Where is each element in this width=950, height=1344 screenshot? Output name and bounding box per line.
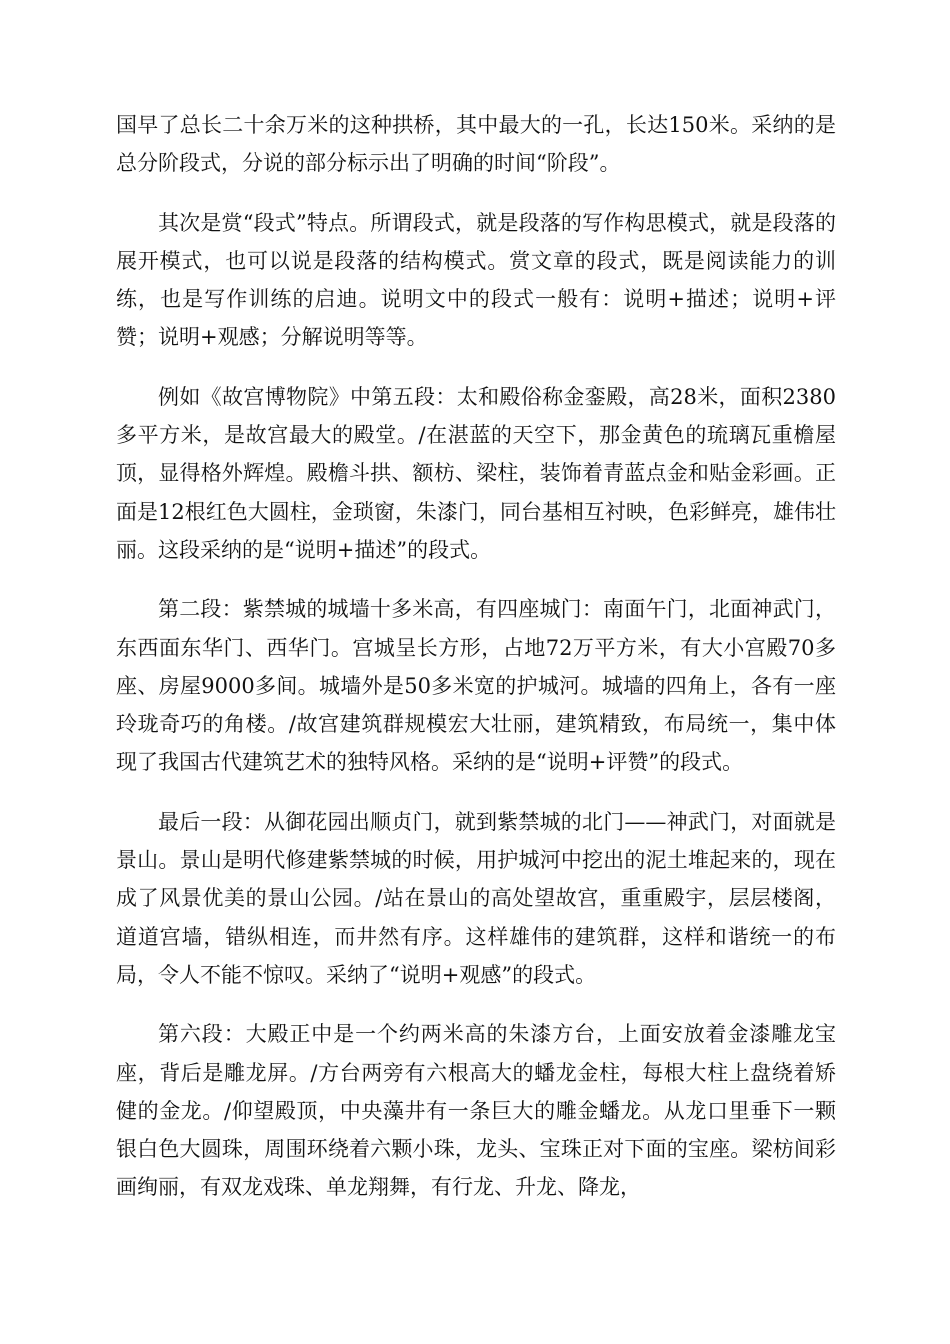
paragraph-3: 例如《故宫博物院》中第五段：太和殿俗称金銮殿，高28米，面积2380多平方米，是故宫最大的殿堂。/在湛蓝的天空下，那金黄色的琉璃瓦重檐屋顶，显得格外辉煌。殿檐斗拱、额枋、梁柱，装饰着青蓝点金和贴金彩画。正面是12根红色大圆柱，金琐窗，朱漆门，同台基相互衬映，色彩鲜亮，雄伟壮丽。这段采纳的是“说明+描述”的段式。 [116,384,836,562]
paragraph-2: 其次是赏“段式”特点。所谓段式，就是段落的写作构思模式，就是段落的展开模式，也可以说是段落的结构模式。赏文章的段式，既是阅读能力的训练，也是写作训练的启迪。说明文中的段式一般有：说明+描述；说明+评赞；说明+观感；分解说明等等。 [116,210,836,350]
body-text [116,106,836,1228]
paragraph-4: 第二段：紫禁城的城墙十多米高，有四座城门：南面午门，北面神武门，东西面东华门、西华门。宫城呈长方形，占地72万平方米，有大小宫殿70多座、房屋9000多间。城墙外是50多米宽的护城河。城墙的四角上，各有一座玲珑奇巧的角楼。/故宫建筑群规模宏大壮丽，建筑精致，布局统一，集中体现了我国古代建筑艺术的独特风格。采纳的是“说明+评赞”的段式。 [116,597,836,775]
paragraph-6: 第六段：大殿正中是一个约两米高的朱漆方台，上面安放着金漆雕龙宝座，背后是雕龙屏。/方台两旁有六根高大的蟠龙金柱，每根大柱上盘绕着矫健的金龙。/仰望殿顶，中央藻井有一条巨大的雕金蟠龙。从龙口里垂下一颗银白色大圆珠，周围环绕着六颗小珠，龙头、宝珠正对下面的宝座。梁枋间彩画绚丽，有双龙戏珠、单龙翔舞，有行龙、升龙、降龙， [116,1022,836,1200]
paragraph-5: 最后一段：从御花园出顺贞门，就到紫禁城的北门——神武门，对面就是景山。景山是明代修建紫禁城的时候，用护城河中挖出的泥土堆起来的，现在成了风景优美的景山公园。/站在景山的高处望故宫，重重殿宇，层层楼阁，道道宫墙，错纵相连，而井然有序。这样雄伟的建筑群，这样和谐统一的布局，令人不能不惊叹。采纳了“说明+观感”的段式。 [116,809,836,987]
paragraph-1: 国早了总长二十余万米的这种拱桥，其中最大的一孔，长达150米。采纳的是总分阶段式，分说的部分标示出了明确的时间“阶段”。 [116,113,836,176]
